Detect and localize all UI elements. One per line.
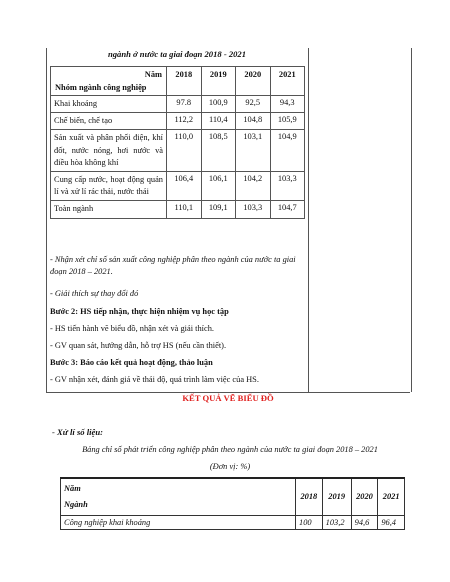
row-name: Toàn ngành [51, 201, 167, 218]
row-value: 100 [296, 515, 323, 529]
row-value: 96,4 [378, 515, 405, 529]
header-year: 2021 [270, 67, 305, 96]
industry-index-table [50, 66, 305, 219]
row-name: Cung cấp nước, hoạt động quản lí và xử lí rác thải, nước thải [51, 171, 167, 200]
step2-line-2: - GV quan sát, hướng dẫn, hỗ trợ HS (nếu cần thiết). [50, 341, 227, 350]
result-table-caption: Bảng chỉ số phát triển công nghiệp phân theo ngành của nước ta giai đoạn 2018 – 2021 [82, 445, 378, 454]
row-value: 105,9 [270, 113, 305, 130]
header-year: 2021 [378, 478, 405, 515]
row-name: Chế biến, chế tạo [51, 113, 167, 130]
row-value: 92,5 [236, 96, 271, 113]
header-year: 2019 [201, 67, 236, 96]
header-diagonal-cell [51, 67, 167, 96]
header-group-label: Nhóm ngành công nghiệp [55, 83, 147, 92]
row-value: 104,8 [236, 113, 271, 130]
row-value: 106,4 [167, 171, 202, 200]
row-value: 109,1 [201, 201, 236, 218]
table-row [51, 130, 305, 172]
table-row [51, 96, 305, 113]
row-value: 104,2 [236, 171, 271, 200]
header-group-label: Ngành [64, 499, 88, 509]
header-year: 2018 [167, 67, 202, 96]
header-year-label: Năm [64, 484, 81, 493]
row-value: 94,6 [351, 515, 378, 529]
task-explain-line: - Giải thích sự thay đổi đó [50, 289, 139, 298]
task-comment-line: - Nhận xét chỉ số sản xuất công nghiệp phân theo ngành của nước ta giai đoạn 2018 – 2021. [50, 255, 296, 276]
row-value: 103,3 [270, 171, 305, 200]
row-value: 112,2 [167, 113, 202, 130]
row-value: 110,1 [167, 201, 202, 218]
stats-table-caption: ngành ở nước ta giai đoạn 2018 - 2021 [107, 49, 247, 59]
row-value: 103,2 [322, 515, 351, 529]
row-value: 106,1 [201, 171, 236, 200]
row-value: 110,0 [167, 130, 202, 172]
row-value: 94,3 [270, 96, 305, 113]
row-value: 104,9 [270, 130, 305, 172]
lesson-table-right-column [308, 48, 412, 392]
row-value: 110,4 [201, 113, 236, 130]
table-header-row [51, 67, 305, 96]
header-year-label: Năm [144, 70, 162, 79]
header-year: 2020 [236, 67, 271, 96]
data-processing-label: - Xử lí số liệu: [52, 427, 103, 437]
step2-title: Bước 2: HS tiếp nhận, thực hiện nhiệm vụ học tập [50, 307, 229, 316]
header-year: 2019 [322, 478, 351, 515]
row-value: 97.8 [167, 96, 202, 113]
table-header-row [61, 478, 405, 515]
row-name: Sản xuất và phân phối điện, khí đốt, nước nóng, hơi nước và điều hòa không khí [51, 130, 167, 172]
development-index-table [60, 477, 405, 530]
header-year: 2020 [351, 478, 378, 515]
table-row [51, 171, 305, 200]
step3-title: Bước 3: Báo cáo kết quả hoạt động, thảo luận [50, 358, 213, 367]
step2-line-1: - HS tiến hành vẽ biểu đồ, nhận xét và giải thích. [50, 324, 214, 333]
table-row [51, 113, 305, 130]
result-table-unit: (Đơn vị: %) [209, 462, 251, 471]
step3-line-1: - GV nhận xét, đánh giá về thái độ, quá trình làm việc của HS. [50, 375, 259, 384]
table-row [61, 515, 405, 529]
row-name: Công nghiệp khai khoáng [61, 515, 296, 529]
header-year: 2018 [296, 478, 323, 515]
row-value: 104,7 [270, 201, 305, 218]
header-diagonal-cell [61, 478, 296, 515]
row-value: 103,1 [236, 130, 271, 172]
result-section-title: KẾT QUẢ VẼ BIỂU ĐỒ [182, 393, 274, 403]
row-value: 108,5 [201, 130, 236, 172]
row-value: 103,3 [236, 201, 271, 218]
row-value: 100,9 [201, 96, 236, 113]
table-row [51, 201, 305, 218]
row-name: Khai khoáng [51, 96, 167, 113]
